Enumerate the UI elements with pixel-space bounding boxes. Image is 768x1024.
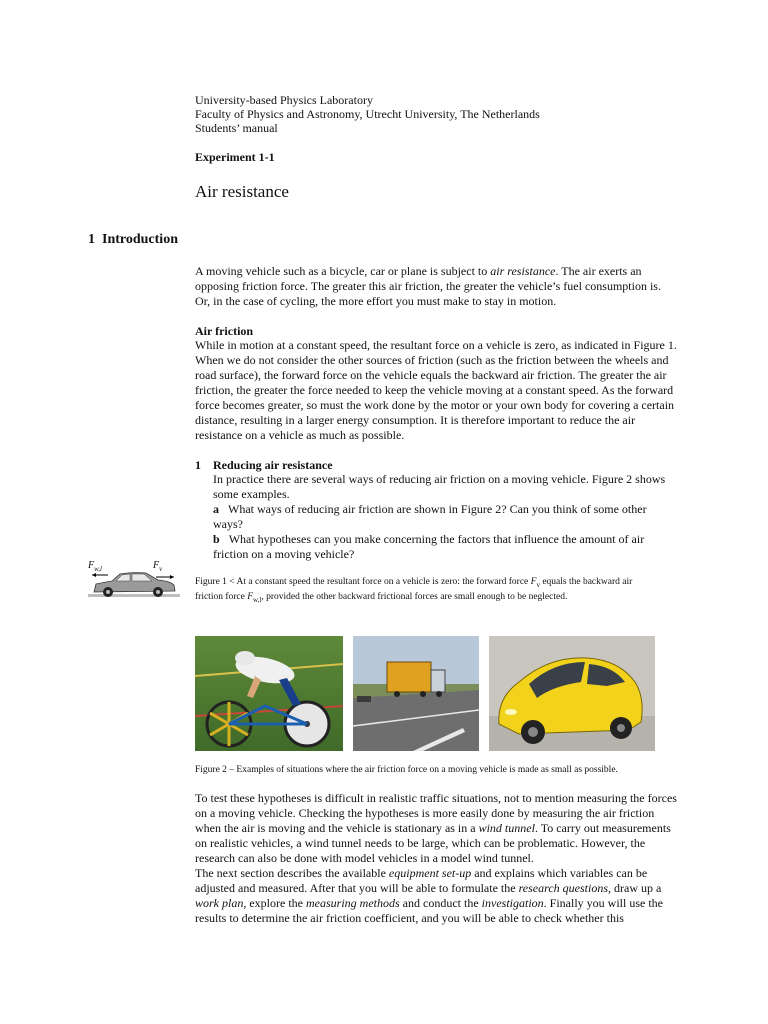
experiment-number: Experiment 1-1 [195, 150, 275, 164]
closing-emphasis-measuring-methods: measuring methods [306, 896, 400, 910]
air-friction-paragraph: While in motion at a constant speed, the resultant force on a vehicle is zero, as indicated in Figure 1. When we do not consider the other sources of friction (such as the friction between the wheels and road surface), the forward force on the vehicle equals the backward air friction. The greater the air friction, the greater the force needed to keep the vehicle moving at a constant speed. As the forward force becomes greater, so must the work done by the motor or your own body for covering a certain distance, resulting in a larger energy consumption. It is therefore important to reduce the air resistance on a vehicle as much as possible. [195, 338, 677, 442]
figure2-photo-yellow-car [489, 636, 655, 751]
intro-paragraph [195, 264, 679, 309]
figure1-caption-fv: F [530, 577, 537, 587]
question-b-text: What hypotheses can you make concerning the factors that influence the amount of air friction on a moving vehicle? [213, 532, 645, 561]
closing-text-2: . To carry out measurements on realistic vehicles, a wind tunnel needs to be large, which can be problematic. However, the research can also be done with model vehicles in a model wind tunnel. [195, 821, 671, 865]
figure1-caption [195, 576, 675, 606]
question-number: 1 [195, 458, 201, 472]
figure1-label-fwl [88, 560, 102, 573]
air-friction-heading: Air friction [195, 324, 254, 338]
figure1-label-fv-subscript: v [159, 565, 163, 573]
figure2-photo-cyclist [195, 636, 343, 751]
question-b-label: b [213, 532, 220, 546]
closing-emphasis-work-plan: work plan [195, 896, 244, 910]
question-a-label: a [213, 502, 219, 516]
closing-text-5: , draw up a [608, 881, 662, 895]
figure2-photo-truck [353, 636, 479, 751]
question-intro: In practice there are several ways of reducing air friction on a moving vehicle. Figure 2 shows some examples. [213, 472, 666, 501]
closing-text-3: The next section describes the available [195, 866, 389, 880]
figure1-caption-text-3: friction force [195, 591, 248, 602]
closing-emphasis-wind-tunnel: wind tunnel [478, 821, 535, 835]
figure2-caption: Figure 2 – Examples of situations where the air friction force on a moving vehicle is made as small as possible. [195, 765, 618, 775]
question-a-text: What ways of reducing air friction are shown in Figure 2? Can you think of some other ways? [213, 502, 647, 531]
question-a [213, 502, 673, 532]
intro-text-2: . The air exerts an opposing friction force. The greater this air friction, the greater the vehicle’s fuel consumption is. Or, in the case of cycling, the more effort you must make to stay in motion. [195, 264, 661, 308]
figure1-caption-fv-sub: v [536, 580, 540, 589]
figure1-label-fv-symbol: F [153, 560, 160, 571]
header-line-faculty: Faculty of Physics and Astronomy, Utrecht University, The Netherlands [195, 107, 540, 121]
page-title: Air resistance [195, 182, 289, 201]
question-b [213, 532, 673, 562]
closing-text-7: and conduct the [399, 896, 482, 910]
figure1-label-fwl-subscript: w,l [94, 565, 102, 573]
header-line-lab: University-based Physics Laboratory [195, 93, 373, 107]
closing-text-4: and explains which variables can be adjusted and measured. After that you will be able to formulate the [195, 866, 648, 895]
closing-emphasis-equipment: equipment set-up [388, 866, 472, 880]
intro-emphasis: air resistance [490, 264, 556, 278]
figure1-caption-fwl: F [247, 591, 254, 602]
figure1-caption-text-4: , provided the other backward frictional forces are small enough to be neglected. [261, 591, 568, 602]
figure1-caption-fwl-sub: w,l [253, 595, 262, 604]
closing-paragraph [195, 791, 681, 926]
figure1-label-fv [153, 560, 162, 573]
figure1-label-fwl-symbol: F [88, 560, 95, 571]
question-title: Reducing air resistance [213, 458, 333, 472]
closing-text-8: . Finally you will use the results to determine the air friction coefficient, and you will be able to check whether this [195, 896, 663, 925]
section-number: 1 [88, 232, 95, 247]
closing-text-1: To test these hypotheses is difficult in realistic traffic situations, not to mention measuring the forces on a moving vehicle. Checking the hypotheses is more easily done by measuring the air friction when the air is moving and the vehicle is stationary as in a [195, 791, 677, 835]
closing-emphasis-investigation: investigation [481, 896, 544, 910]
figure1-caption-text-2: equals the backward air [539, 577, 633, 587]
closing-text-6: , explore the [243, 896, 306, 910]
intro-text-1: A moving vehicle such as a bicycle, car or plane is subject to [195, 264, 491, 278]
section-label: Introduction [102, 232, 178, 247]
header-line-manual: Students’ manual [195, 121, 278, 135]
question-heading [195, 458, 333, 473]
figure1-caption-text-1: Figure 1 < At a constant speed the resultant force on a vehicle is zero: the forward force [195, 577, 531, 587]
closing-emphasis-research-questions: research questions [518, 881, 609, 895]
section-heading [88, 232, 178, 248]
